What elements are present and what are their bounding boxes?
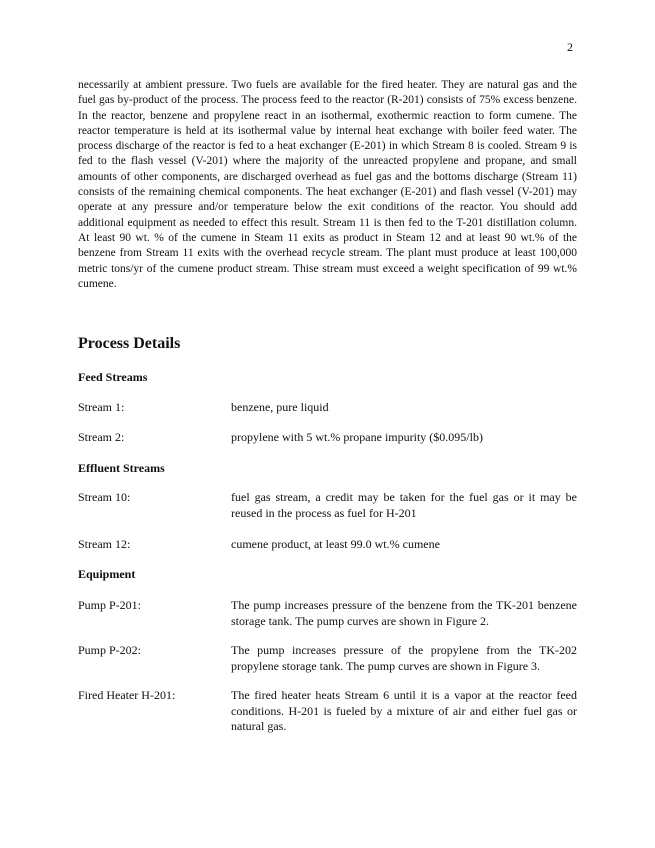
intro-paragraph: necessarily at ambient pressure. Two fuels are available for the fired heater. They are natural gas and the fuel gas by-product of the process. The process feed to the reactor (R-201) consists of 75% excess benzene. In the reactor, benzene and propylene react in an isothermal, exothermic reaction to form cumene. The reactor temperature is held at its isothermal value by internal heat exchange with boiler feed water. The process discharge of the reactor is fed to a heat exchanger (E-201) in which Stream 8 is cooled. Stream 9 is fed to the flash vessel (V-201) where the majority of the unreacted propylene and propane, and small amounts of other components, are discharged overhead as fuel gas and the bottoms discharge (Stream 11) consists of the remaining chemical components. The heat exchanger (E-201) and flash vessel (V-201) may operate at any pressure and/or temperature below the exit conditions of the reactor. You should add additional equipment as needed to effect this result. Stream 11 is then fed to the T-201 distillation column. At least 90 wt. % of the cumene in Steam 11 exits as product in Steam 12 and at least 90 wt.% of the benzene from Stream 11 exits with the overhead recycle stream. The plant must produce at least 100,000 metric tons/yr of the cumene product stream. Thise stream must exceed a weight specification of 99 wt.% cumene.	[78, 79, 577, 290]
stream-12-desc: cumene product, at least 99.0 wt.% cumene	[231, 537, 440, 551]
equipment-heading: Equipment	[78, 567, 136, 581]
fired-heater-h201-label: Fired Heater H-201:	[78, 688, 176, 702]
stream-1-desc: benzene, pure liquid	[231, 400, 329, 414]
section-title: Process Details	[78, 335, 181, 352]
pump-p201-desc: The pump increases pressure of the benzene from the TK-201 benzene storage tank. The pump curves are shown in Figure 2.	[231, 598, 577, 628]
stream-12-label: Stream 12:	[78, 537, 131, 551]
stream-10-label: Stream 10:	[78, 490, 131, 504]
fired-heater-h201-desc: The fired heater heats Stream 6 until it is a vapor at the reactor feed conditions. H-201 is fueled by a mixture of air and either fuel gas or natural gas.	[231, 688, 577, 733]
stream-1-label: Stream 1:	[78, 400, 125, 414]
pump-p201-label: Pump P-201:	[78, 598, 142, 612]
stream-2-label: Stream 2:	[78, 430, 125, 444]
stream-10-desc: fuel gas stream, a credit may be taken for the fuel gas or it may be reused in the process as fuel for H-201	[231, 490, 577, 520]
effluent-streams-heading: Effluent Streams	[78, 461, 165, 475]
page-number: 2	[567, 40, 573, 54]
pump-p202-label: Pump P-202:	[78, 643, 142, 657]
pump-p202-desc: The pump increases pressure of the propylene from the TK-202 propylene storage tank. The pump curves are shown in Figure 3.	[231, 643, 577, 673]
feed-streams-heading: Feed Streams	[78, 370, 148, 384]
stream-2-desc: propylene with 5 wt.% propane impurity ($0.095/lb)	[231, 430, 483, 444]
